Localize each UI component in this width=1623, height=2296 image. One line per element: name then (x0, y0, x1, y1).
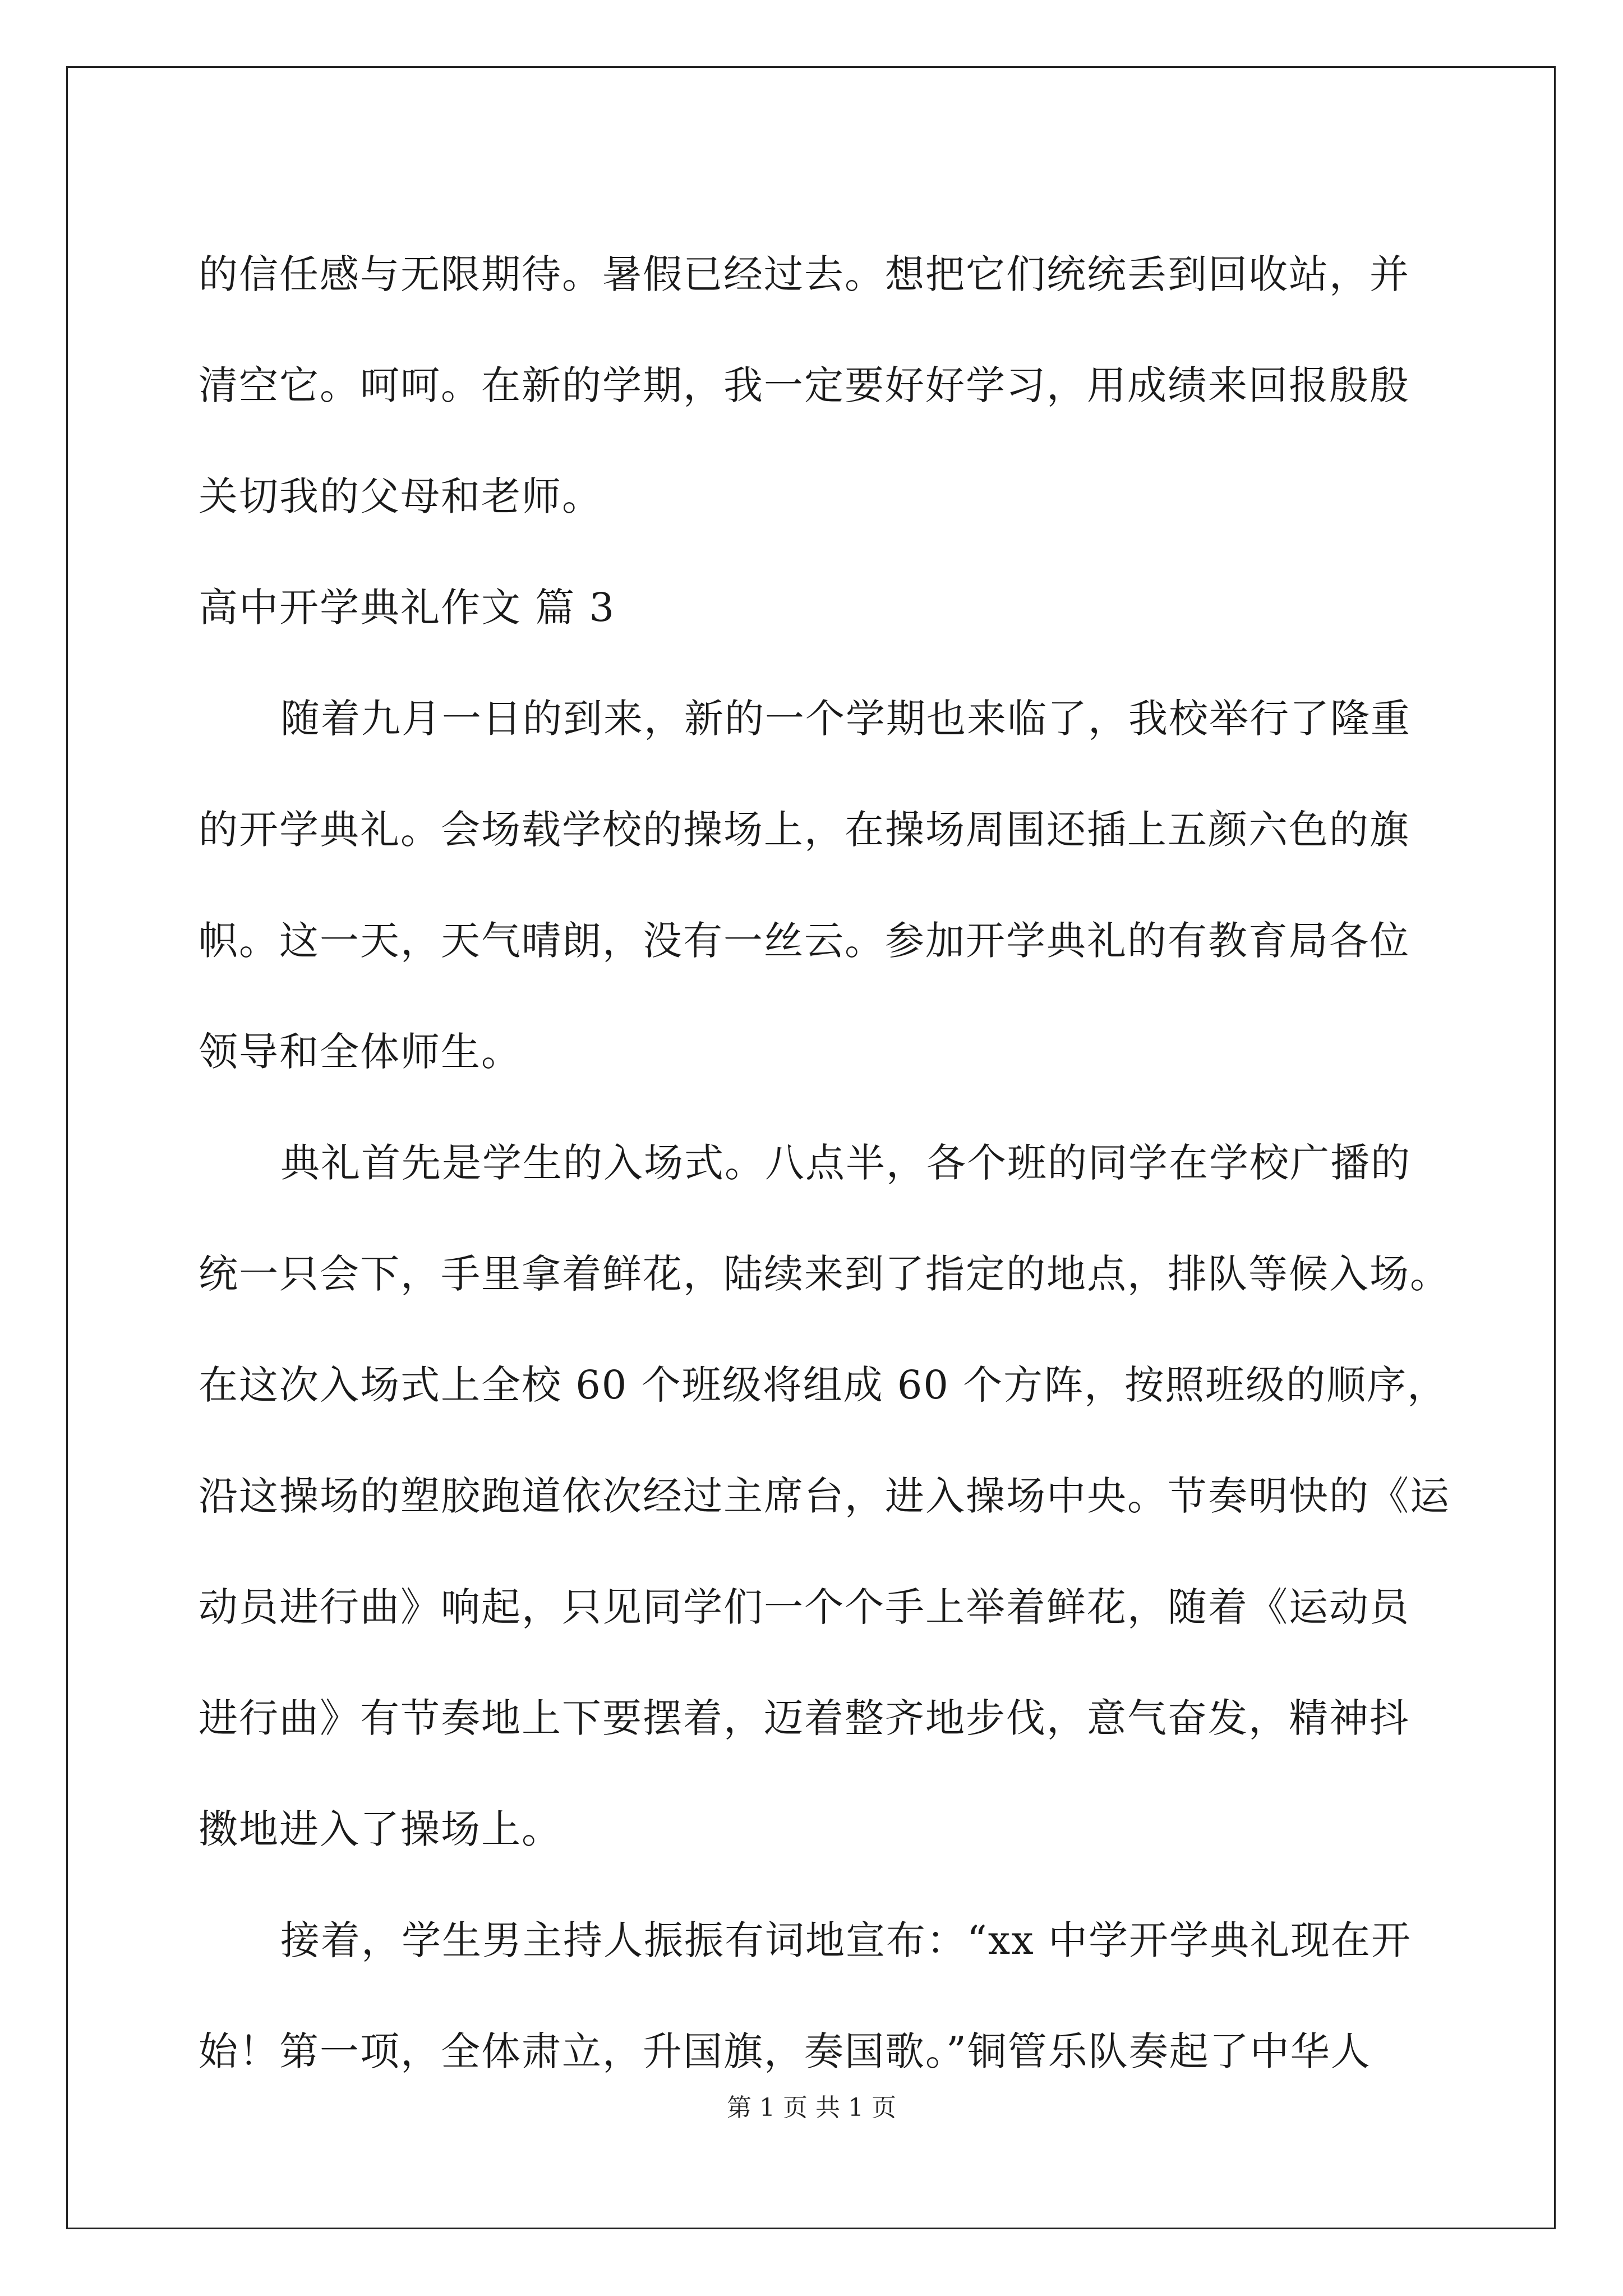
paragraph-line: 领导和全体师生。 (199, 1029, 522, 1075)
section-heading: 高中开学典礼作文 篇 3 (199, 585, 616, 631)
paragraph-line: 始！第一项，全体肃立，升国旗，奏国歌。”铜管乐队奏起了中华人 (199, 2028, 1371, 2074)
paragraph-line: 接着，学生男主持人振振有词地宣布：“xx 中学开学典礼现在开 (280, 1917, 1412, 1963)
paragraph-line: 统一只会下，手里拿着鲜花，陆续来到了指定的地点，排队等候入场。 (199, 1251, 1450, 1297)
paragraph-line: 的信任感与无限期待。暑假已经过去。想把它们统统丢到回收站，并 (199, 251, 1410, 297)
paragraph-line: 动员进行曲》响起，只见同学们一个个手上举着鲜花，随着《运动员 (199, 1584, 1410, 1630)
document-body (199, 219, 1450, 2107)
paragraph-line: 随着九月一日的到来，新的一个学期也来临了，我校举行了隆重 (280, 696, 1411, 742)
paragraph-line: 在这次入场式上全校 60 个班级将组成 60 个方阵，按照班级的顺序， (199, 1362, 1448, 1408)
paragraph-line: 关切我的父母和老师。 (199, 473, 602, 519)
paragraph-line: 进行曲》有节奏地上下要摆着，迈着整齐地步伐，意气奋发，精神抖 (199, 1695, 1410, 1741)
paragraph-line: 清空它。呵呵。在新的学期，我一定要好好学习，用成绩来回报殷殷 (199, 362, 1410, 408)
paragraph-line: 帜。这一天，天气晴朗，没有一丝云。参加开学典礼的有教育局各位 (199, 918, 1410, 964)
paragraph-line: 沿这操场的塑胶跑道依次经过主席台，进入操场中央。节奏明快的《运 (199, 1473, 1450, 1519)
paragraph-line: 的开学典礼。会场载学校的操场上，在操场周围还插上五颜六色的旗 (199, 807, 1410, 853)
paragraph-line: 典礼首先是学生的入场式。八点半，各个班的同学在学校广播的 (280, 1140, 1411, 1186)
page-footer: 第 1 页 共 1 页 (727, 2093, 896, 2122)
paragraph-line: 擞地进入了操场上。 (199, 1806, 562, 1852)
